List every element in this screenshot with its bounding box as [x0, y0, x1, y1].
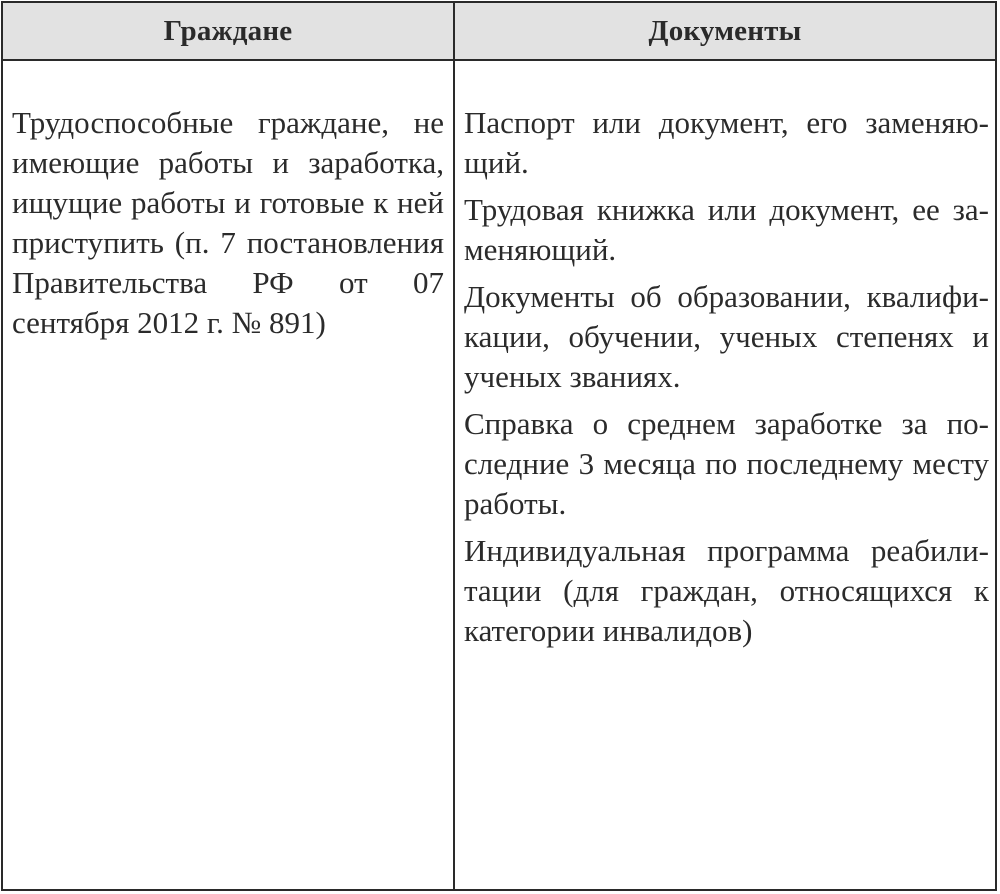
citizens-cell: [3, 61, 455, 889]
document-item-salary-certificate: Справка о среднем заработке за последние 3 месяца по последнему месту работы.: [464, 406, 989, 521]
document-item-workbook: Трудовая книжка или документ, ее заменяющий.: [464, 192, 989, 267]
header-citizens: Граждане: [3, 3, 455, 59]
documents-table: [1, 1, 997, 891]
documents-cell: [455, 61, 995, 889]
document-item-rehabilitation-program: Индивидуальная программа реабилитации (для граждан, относящихся к категории инвалидов): [464, 533, 989, 648]
header-documents: Документы: [648, 14, 802, 47]
citizens-description: Трудоспособные граждане, не имеющие работы и заработка, ищущие работы и готовые к ней приступить (п. 7 постановления Правительства РФ от 07 сентября 2012 г. № 891): [12, 105, 444, 340]
table-body-row: [3, 61, 995, 889]
document-item-education: Документы об образовании, квалификации, обучении, ученых степенях и ученых званиях.: [464, 279, 989, 394]
table-header-row: [3, 3, 995, 61]
document-item-passport: Паспорт или документ, его заменяющий.: [464, 105, 989, 180]
